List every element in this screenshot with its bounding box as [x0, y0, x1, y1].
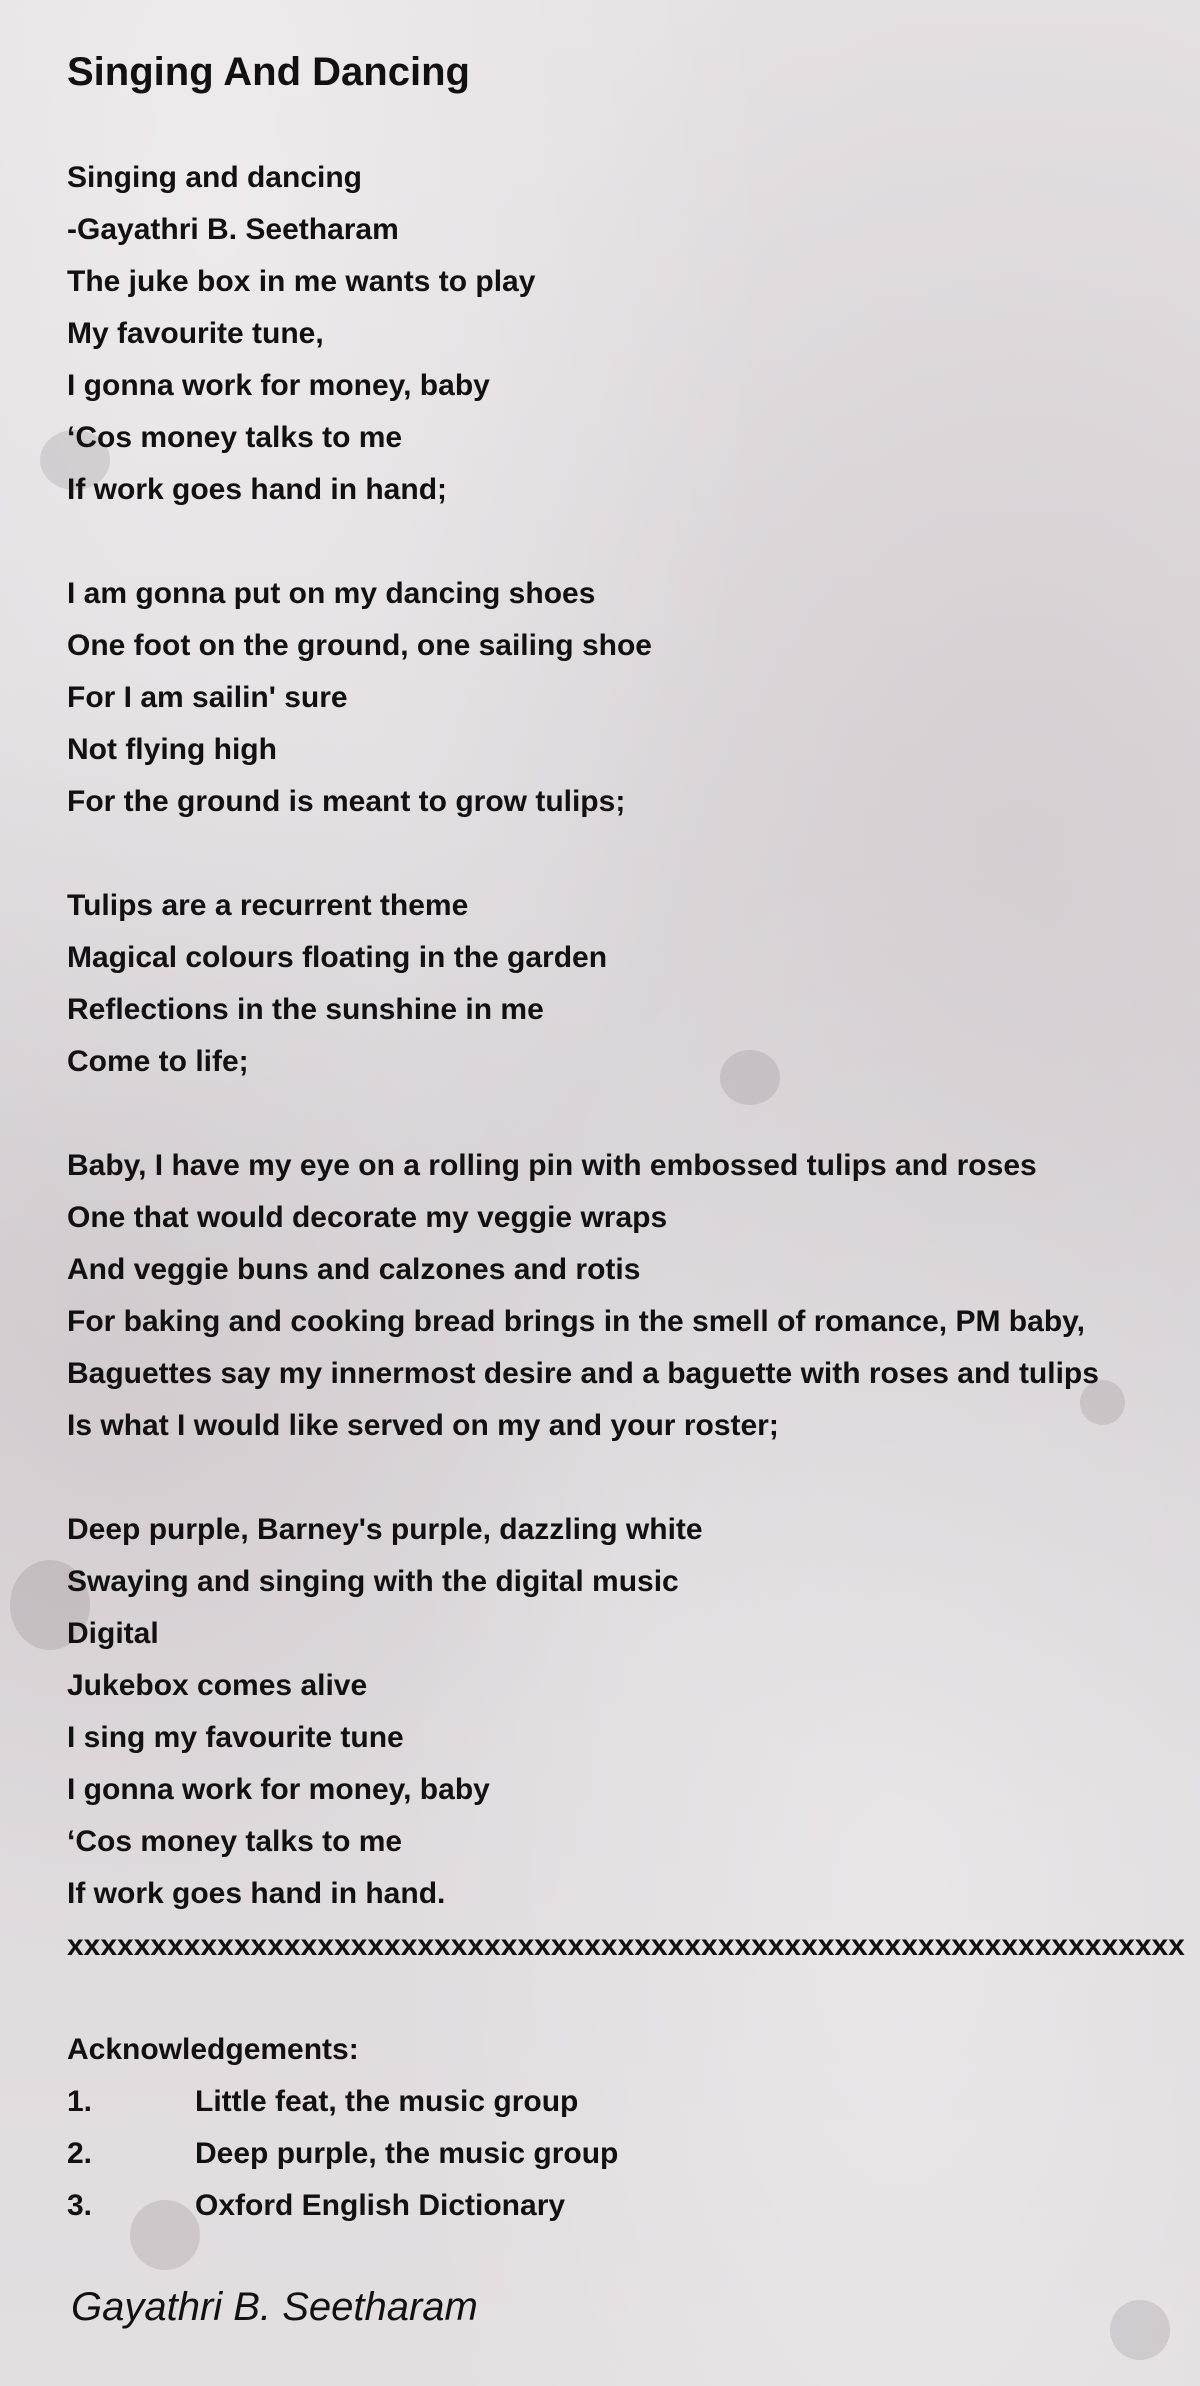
stanza-break [67, 516, 1185, 568]
poem-line: Not flying high [67, 733, 277, 766]
poem-line: Tulips are a recurrent theme [67, 889, 469, 922]
acknowledgements-heading: Acknowledgements: [67, 2033, 359, 2066]
acknowledgement-text: Little feat, the music group [195, 2085, 579, 2118]
poem-line: I gonna work for money, baby [67, 1773, 490, 1806]
poem-line: Baguettes say my innermost desire and a baguette with roses and tulips [67, 1357, 1099, 1390]
poem-line: One foot on the ground, one sailing shoe [67, 629, 652, 662]
stanza-break [67, 1088, 1185, 1140]
poem-line: My favourite tune, [67, 317, 324, 350]
acknowledgement-text: Oxford English Dictionary [195, 2189, 566, 2222]
poem-line: The juke box in me wants to play [67, 265, 536, 298]
poem-line: Deep purple, Barney's purple, dazzling white [67, 1513, 703, 1546]
poem-line: For baking and cooking bread brings in the smell of romance, PM baby, [67, 1305, 1085, 1338]
poem-line: Jukebox comes alive [67, 1669, 368, 1702]
poem-author: Gayathri B. Seetharam [71, 2285, 478, 2329]
poem-line: Singing and dancing [67, 161, 362, 194]
poem-line: ‘Cos money talks to me [67, 1825, 403, 1858]
poem-line: I sing my favourite tune [67, 1721, 404, 1754]
acknowledgement-number: 1. [67, 2085, 93, 2118]
acknowledgement-number: 2. [67, 2137, 93, 2170]
poem-line: If work goes hand in hand. [67, 1877, 446, 1910]
poem-title: Singing And Dancing [67, 50, 470, 94]
poem-line: Swaying and singing with the digital music [67, 1565, 679, 1598]
background-stain [1110, 2300, 1170, 2360]
poem-line: Baby, I have my eye on a rolling pin with embossed tulips and roses [67, 1149, 1037, 1182]
poem-line: For the ground is meant to grow tulips; [67, 785, 626, 818]
poem-line: xxxxxxxxxxxxxxxxxxxxxxxxxxxxxxxxxxxxxxxxxxxxxxxxxxxxxxxxxxxxxxxxxxx [67, 1929, 1185, 1962]
acknowledgement-number: 3. [67, 2189, 93, 2222]
poem-body [67, 152, 1185, 2232]
acknowledgement-item [67, 2180, 1185, 2232]
acknowledgement-item [67, 2128, 1185, 2180]
acknowledgement-item [67, 2076, 1185, 2128]
stanza-break [67, 1452, 1185, 1504]
poem-line: For I am sailin' sure [67, 681, 348, 714]
poem-line: I am gonna put on my dancing shoes [67, 577, 596, 610]
acknowledgement-text: Deep purple, the music group [195, 2137, 619, 2170]
poem-line: Reflections in the sunshine in me [67, 993, 544, 1026]
poem-line: ‘Cos money talks to me [67, 421, 403, 454]
stanza-break [67, 1972, 1185, 2024]
stanza-break [67, 828, 1185, 880]
poem-line: Digital [67, 1617, 159, 1650]
poem-line: And veggie buns and calzones and rotis [67, 1253, 641, 1286]
poem-line: -Gayathri B. Seetharam [67, 213, 399, 246]
poem-line: One that would decorate my veggie wraps [67, 1201, 668, 1234]
poem-line: Come to life; [67, 1045, 249, 1078]
poem-line: Is what I would like served on my and your roster; [67, 1409, 779, 1442]
poem-line: If work goes hand in hand; [67, 473, 448, 506]
poem-line: I gonna work for money, baby [67, 369, 490, 402]
poem-line: Magical colours floating in the garden [67, 941, 608, 974]
